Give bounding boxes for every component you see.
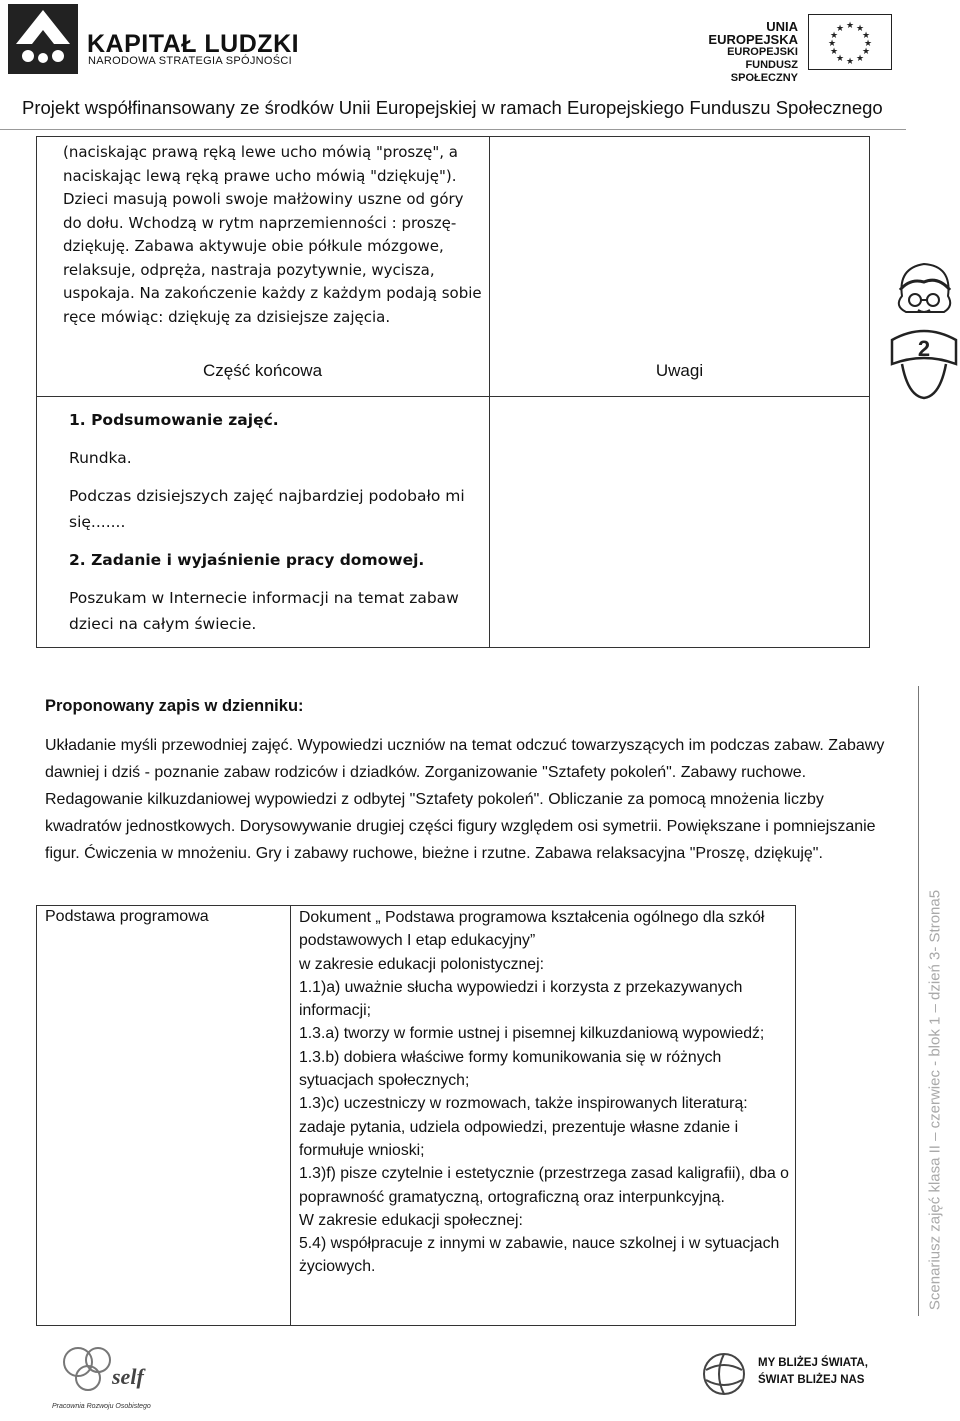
svg-text:★: ★ xyxy=(855,24,865,34)
notes-header: Uwagi xyxy=(655,361,704,380)
lesson-table-row-divider xyxy=(36,396,870,397)
mascot-character-icon xyxy=(888,256,960,402)
curriculum-line: W zakresie edukacji społecznej: xyxy=(299,1211,523,1229)
curriculum-line: 1.1)a) uważnie słucha wypowiedzi i korzysta z przekazywanych informacji; xyxy=(299,978,743,1020)
journal-text: Układanie myśli przewodniej zajęć. Wypowiedzi uczniów na temat odczuć towarzyszących im podczas zabaw. Zabawy dawniej i dziś - poznanie zabaw rodziców i dziadków. Zorganizowanie "Sztafety pokoleń". Zabawy ruchowe. Redagowanie kilkuzdaniowej wypowiedzi z odbytej "Sztafety pokoleń". Obliczanie za pomocą mnożenia liczby kwadratów jednostkowych. Dorysowywanie drugiej części figury względem osi symetrii. Powiększane i pomniejszanie figur. Ćwiczenia w mnożeniu. Gry i zabawy ruchowe, bieżne i rzutne. Zabawa relaksacyjna "Proszę, dziękuję". xyxy=(45,737,885,862)
eu-line-3: FUNDUSZ SPOŁECZNY xyxy=(730,59,798,84)
round-text: Rundka. xyxy=(69,449,132,467)
mb-slogan xyxy=(758,1355,868,1389)
curriculum-label: Podstawa programowa xyxy=(45,908,209,925)
kapital-ludzki-subtitle: NARODOWA STRATEGIA SPÓJNOŚCI xyxy=(88,55,292,67)
lesson-table-column-divider xyxy=(489,136,490,648)
project-cofinancing-line: Projekt współfinansowany ze środków Unii Europejskiej w ramach Europejskiego Funduszu Społecznego xyxy=(22,97,883,118)
summary-prompt: Podczas dzisiejszych zajęć najbardziej podobało mi się....... xyxy=(69,487,465,531)
header-divider xyxy=(0,129,906,130)
self-logo-text: self xyxy=(112,1364,144,1389)
self-logo-icon xyxy=(48,1340,168,1412)
curriculum-line: 1.3)c) uczestniczy w rozmowach, także inspirowanych literaturą: zadaje pytania, udziela odpowiedzi, prezentuje własne zdanie i formułuje wnioski; xyxy=(299,1095,748,1159)
svg-text:★: ★ xyxy=(855,54,865,64)
kapital-ludzki-title: KAPITAŁ LUDZKI xyxy=(87,30,300,58)
summary-heading: 1. Podsumowanie zajęć. xyxy=(69,411,279,429)
svg-text:★: ★ xyxy=(861,47,871,57)
final-part-header: Część końcowa xyxy=(202,361,323,380)
homework-heading: 2. Zadanie i wyjaśnienie pracy domowej. xyxy=(69,551,425,569)
curriculum-line: 1.3.b) dobiera właściwe formy komunikowania się w różnych sytuacjach społecznych; xyxy=(299,1048,722,1090)
svg-text:★: ★ xyxy=(827,39,837,49)
journal-title: Proponowany zapis w dzienniku: xyxy=(45,697,304,715)
eu-flag-icon xyxy=(808,14,892,70)
relaxation-exercise-text: (naciskając prawą ręką lewe ucho mówią "proszę", a naciskając lewą ręką prawe ucho mówią "dziękuję"). Dzieci masują powoli swoje małżowiny uszne od góry do dołu. Wchodzą w rytm naprzemienności : proszę-dziękuję. Zabawa aktywuje obie półkule mózgowe, relaksuje, odpręża, nastraja pozytywnie, wycisza, uspokaja. Na zakończenie każdy z każdym podają sobie ręce mówiąc: dziękuję za dzisiejsze zajęcia. xyxy=(63,143,482,326)
curriculum-line: 1.3.a) tworzy w formie ustnej i pisemnej kilkuzdaniową wypowiedź; xyxy=(299,1025,765,1043)
homework-text: Poszukam w Internecie informacji na temat zabaw dzieci na całym świecie. xyxy=(69,589,459,633)
svg-text:★: ★ xyxy=(861,31,871,41)
eu-line-1: UNIA EUROPEJSKA xyxy=(708,19,798,47)
eu-fund-label xyxy=(678,20,798,85)
side-label-container xyxy=(918,880,948,1320)
globe-logo-icon xyxy=(700,1350,748,1398)
final-part-content xyxy=(69,407,479,649)
svg-text:★: ★ xyxy=(835,54,845,64)
mb-line-1: MY BLIŻEJ ŚWIATA, xyxy=(758,1357,868,1369)
eu-line-2: EUROPEJSKI xyxy=(727,46,798,58)
svg-text:★: ★ xyxy=(835,24,845,34)
curriculum-content xyxy=(299,906,789,1279)
mascot-number: 2 xyxy=(917,336,931,361)
mb-line-2: ŚWIAT BLIŻEJ NAS xyxy=(758,1374,865,1386)
curriculum-line: Dokument „ Podstawa programowa kształcenia ogólnego dla szkół podstawowych I etap edukacyjny” xyxy=(299,909,765,950)
self-caption: Pracownia Rozwoju Osobistego xyxy=(52,1403,151,1410)
svg-text:★: ★ xyxy=(863,39,873,49)
kapital-ludzki-logo-icon xyxy=(8,4,78,74)
curriculum-line: 1.3)f) pisze czytelnie i estetycznie (przestrzega zasad kaligrafii), dba o poprawność gramatyczną, ortograficzną oraz interpunkcyjną. xyxy=(299,1165,789,1206)
svg-text:★: ★ xyxy=(845,57,855,67)
curriculum-line: w zakresie edukacji polonistycznej: xyxy=(299,955,544,973)
svg-text:★: ★ xyxy=(829,47,839,57)
curriculum-table-divider xyxy=(290,905,291,1326)
curriculum-line: 5.4) współpracuje z innymi w zabawie, nauce szkolnej i w sytuacjach życiowych. xyxy=(299,1235,780,1276)
svg-text:★: ★ xyxy=(845,21,855,31)
svg-text:★: ★ xyxy=(829,31,839,41)
scenario-side-label: Scenariusz zajęć klasa II – czerwiec - blok 1 – dzień 3- Strona5 xyxy=(926,889,944,1311)
